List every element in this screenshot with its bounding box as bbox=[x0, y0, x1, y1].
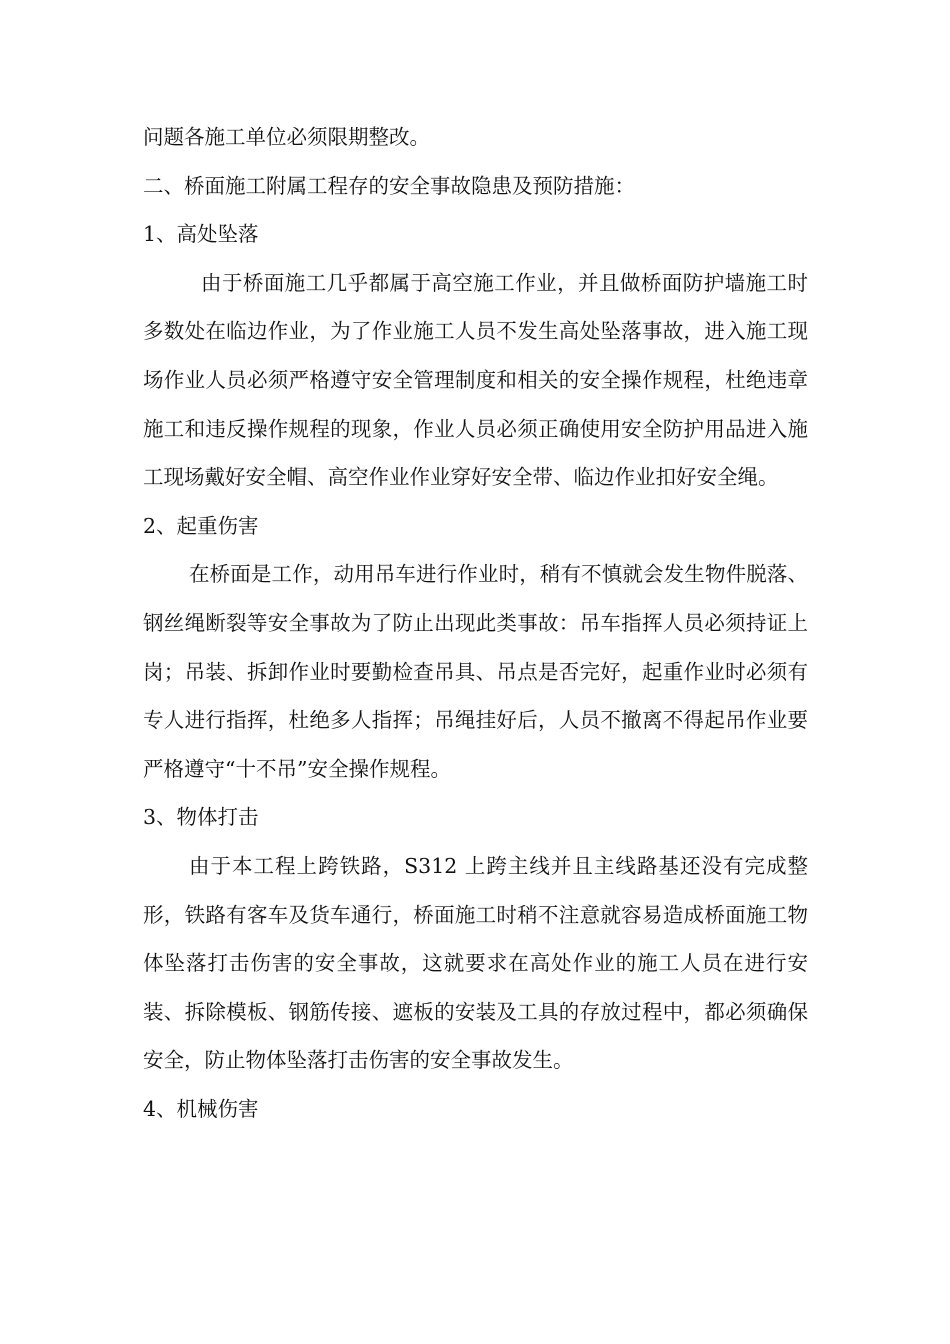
document-body bbox=[143, 113, 808, 1133]
paragraph-lifting-injury: 在桥面是工作，动用吊车进行作业时，稍有不慎就会发生物件脱落、钢丝绳断裂等安全事故为了防止出现此类事故：吊车指挥人员必须持证上岗；吊装、拆卸作业时要勤检查吊具、吊点是否完好，起重作业时必须有专人进行指挥，杜绝多人指挥；吊绳挂好后，人员不撤离不得起吊作业要严格遵守“十不吊”安全操作规程。 bbox=[143, 562, 808, 781]
subheading-object-strike: 3、物体打击 bbox=[143, 805, 259, 830]
continuation-line: 问题各施工单位必须限期整改。 bbox=[143, 125, 430, 149]
paragraph-fall-from-height: 由于桥面施工几乎都属于高空施工作业，并且做桥面防护墙施工时多数处在临边作业，为了作业施工人员不发生高处坠落事故，进入施工现场作业人员必须严格遵守安全管理制度和相关的安全操作规程，杜绝违章施工和违反操作规程的现象，作业人员必须正确使用安全防护用品进入施工现场戴好安全帽、高空作业作业穿好安全带、临边作业扣好安全绳。 bbox=[143, 270, 808, 490]
subheading-mechanical-injury: 4、机械伤害 bbox=[143, 1096, 259, 1121]
paragraph-object-strike: 由于本工程上跨铁路，S312 上跨主线并且主线路基还没有完成整形，铁路有客车及货车通行，桥面施工时稍不注意就容易造成桥面施工物体坠落打击伤害的安全事故，这就要求在高处作业的施工人员在进行安装、拆除模板、钢筋传接、遮板的安装及工具的存放过程中，都必须确保安全，防止物体坠落打击伤害的安全事故发生。 bbox=[143, 853, 808, 1073]
section-heading: 二、桥面施工附属工程存的安全事故隐患及预防措施： bbox=[143, 173, 635, 198]
subheading-lifting-injury: 2、起重伤害 bbox=[143, 513, 259, 538]
subheading-fall-from-height: 1、高处坠落 bbox=[143, 222, 259, 247]
